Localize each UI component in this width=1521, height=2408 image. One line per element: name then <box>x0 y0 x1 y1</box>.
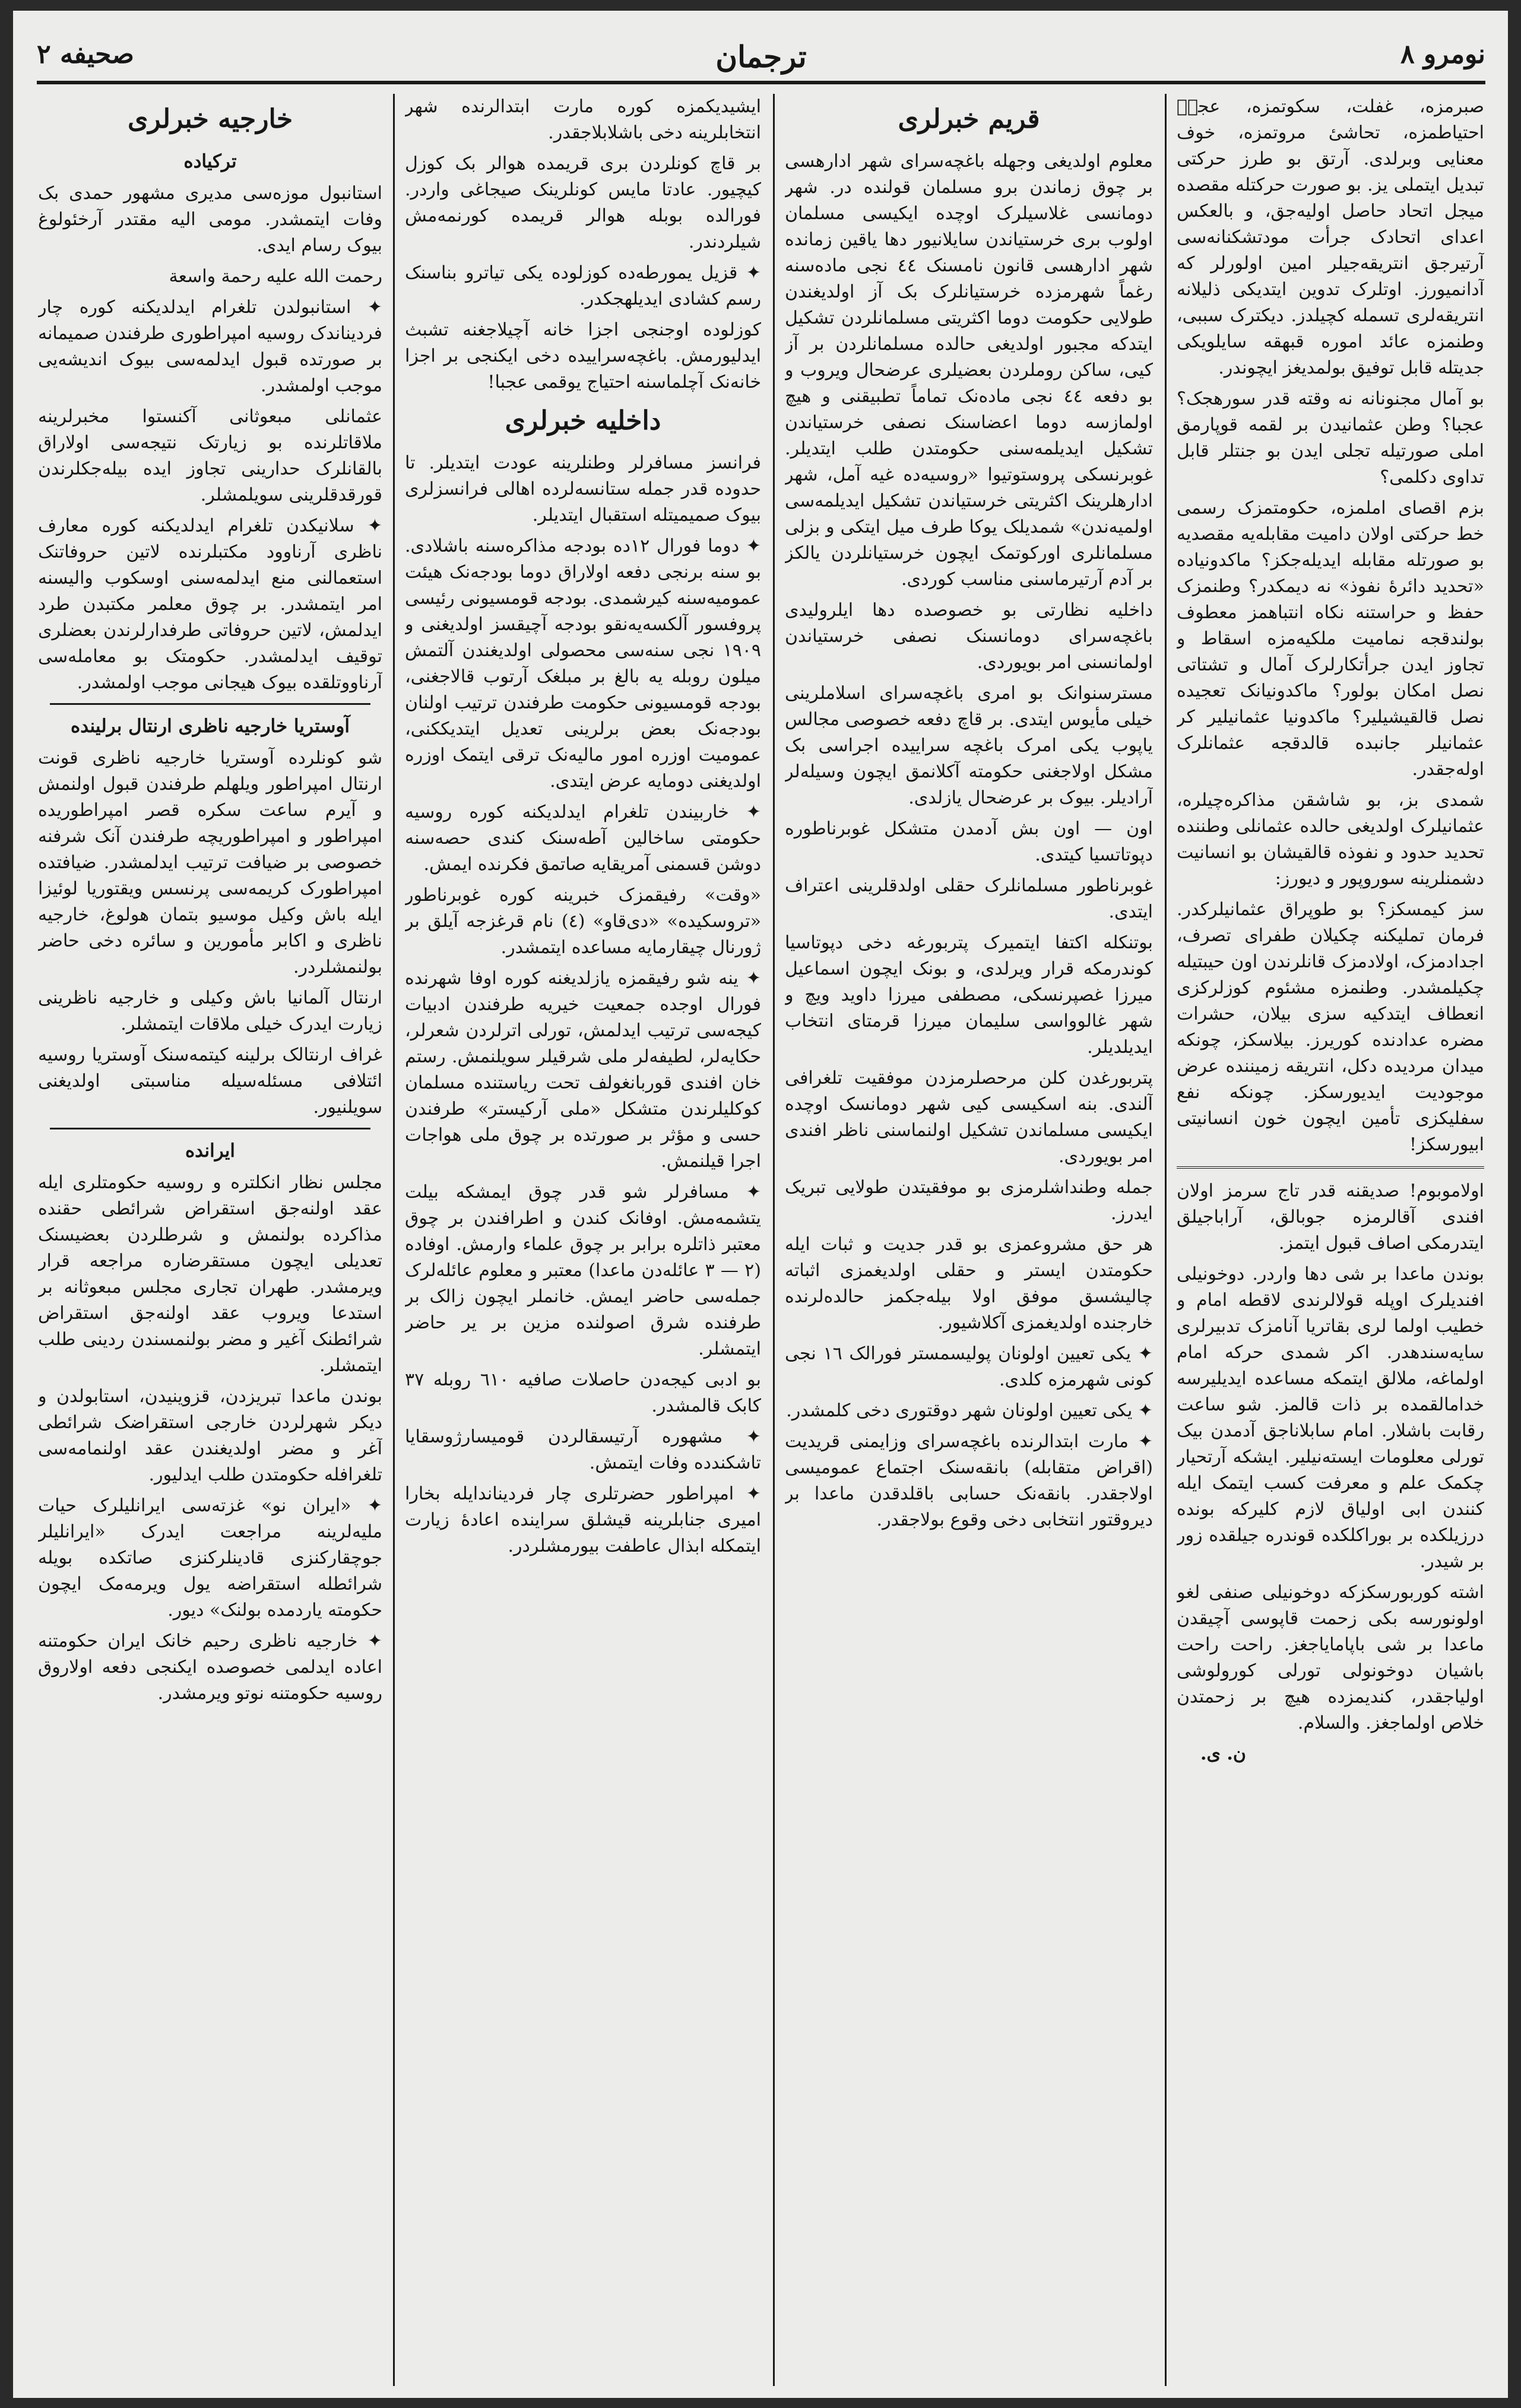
article-paragraph: شو کونلرده آوستریا خارجیه ناظری قونت ارنتال امپراطور ویلهلم طرفندن قبول اولنمش و آیرم ساعت سکره قصر امپراطوریده امپراطور و امپراطوریچه طرفندن آنک شرفنه خصوصی بر ضیافت ترتیب ایدلمشدر. ضیافتده امپراطورک کریمه‌سی پرنسس ویقتوریا لوئیزا ایله باش وکیل موسیو بتمان هولوغ، خارجیه ناظری و اکابر مأمورین و سائره دخی حاضر بولنمشلردر. <box>38 748 382 977</box>
article-paragraph: بوندن ماعدا تبریزدن، قزوینیدن، استابولدن و دیکر شهرلردن خارجی استقراضک شرائطی آغر و مضر اولدیغندن عقد اولنمامه‌سی تلغرافله حکومتدن طلب ایدلیور. <box>38 1386 382 1485</box>
section-rule <box>50 1128 370 1129</box>
section-heading: داخلیه خبرلری <box>505 406 661 436</box>
article-paragraph: اشته کوربورسکزکه دوخونیلی صنفی لغو اولونورسه بکی زحمت قاپوسی آچیقدن ماعدا بر شی باپامایاجغز. راحت راحت باشیان دوخونولی تورلی کورولوشی اولیاجقدر، کندیمزده هیچ بر زحمتدن خلاص اولماجغز. والسلام. <box>1177 1582 1484 1733</box>
article-paragraph: غراف ارنتالک برلینه کیتمه‌سنک آوستریا روسیه ائتلافی مسئله‌سیله مناسبتی اولدیغنی سویلنیور. <box>38 1045 382 1118</box>
article-paragraph: ✦ خاربیندن تلغرام ایدلدیکنه کوره روسیه حکومتی ساخالین آطه‌سنک کندی حصه‌سنه دوشن قسمنی آمریقایه صاتمق فکرنده ایمش. <box>405 802 761 875</box>
issue-number: نومرو ۸ <box>1400 39 1485 69</box>
article-paragraph: بو ادبی کیجه‌دن حاصلات صافیه ٦١٠ روبله ٣٧ کابک قالمشدر. <box>405 1369 761 1416</box>
article-paragraph: بوتنکله اکتفا ایتمیرک پتربورغه دخی دپوتاسیا کوندرمکه قرار ویرلدی، و بونک ایچون اسماعیل میرزا غصپرنسکی، مصطفی میرزا داوید ویچ و شهر غالوواسی سلیمان میرزا قرمتای انتخاب ایدیلدیلر. <box>785 932 1153 1058</box>
column-divider <box>773 94 775 2386</box>
paper-title: ترجمان <box>715 39 807 74</box>
article-paragraph: ✦ استانبولدن تلغرام ایدلدیکنه کوره چار فردیناندک روسیه امپراطوری طرفندن صمیمانه بر صورتده قبول ایدلمه‌سی بیوک اندیشه‌یی موجب اولمشدر. <box>38 297 382 396</box>
article-paragraph: شمدی بز، بو شاشقن مذاکره‌چیلره، عثمانیلرک اولدیغی حالده عثمانلی وطننده تحدید حدود و نفوذه قالقیشان بو انسانیت دشمنلرینه سوروپور و دیورز: <box>1177 790 1484 889</box>
section-heading: قریم خبرلری <box>898 104 1040 134</box>
article-paragraph: بزم اقصای املمزه، حکومتمزک رسمی خط حرکتی اولان دامیت مقابله‌یه مقصدیه بو صورتله مقابله ایدیله‌جکز؟ ماکدونیاده «تحدید دائرهٔ نفوذ» نه دیمکدر؟ وطنمزک حفظ و حراستنه نکاه انتباهمز معطوف بولندقجه نمامیت ملکیه‌مزه اسقاط و تجاوز ایدن جرأتکارلرک آمال و تشتاتی نصل امکان بولور؟ ماکدونیانک تعجیده نصل قالقیشیلیر؟ ماکدونیا عثمانیلیر کر عثمانیلر جانبده قالدقجه عثمانلرک اوله‌جقدر. <box>1177 498 1484 780</box>
column-2 <box>785 94 1153 2386</box>
article-paragraph: ✦ مشهوره آرتیسقالردن قومیسارژوسقایا تاشکندده وفات ایتمش. <box>405 1426 761 1473</box>
article-paragraph: مجلس نظار انکلتره و روسیه حکومتلری ایله عقد اولنه‌جق استقراض شرائطی حقنده مذاکرده بولنمش و شرطلردن بعضیسنک تعدیلی ایچون مستقرضاره مراجعه قرار ویرمشدر. طهران تجاری مجلس مبعوثانه بر استدعا ویروب عقد اولنه‌جق استقراض شرائطنک آغیر و مضر بولنمسندن ردینی طلب ایتمشلر. <box>38 1172 382 1376</box>
article-paragraph: صبرمزه، غفلت، سکوتمزه، عجزٖ احتیاطمزه، تحاشیٔ مروتمزه، خوف معنایی وبرلدی. آرتق بو طرز حرکتی تبدیل ایتملی یز. بو صورت حرکتله مقصده میجل اتحاد حاصل اولیه‌جق، و بالعکس اعدای اتحادک جرأت مودتشکنانه‌سی آرتیرجق انتریقه‌جیلر امین اولورلر که آدانمیورز. اوتلرک تدوین ایتدیکی ذلیلانه انتریقه‌لری تسمله کچیلدز. دیکترک سببی، وطنمزه عائد اموره قبهقه سایلویکی جدیتله قابل توفیق بولمدیغز ایچوندر. <box>1177 96 1484 378</box>
article-paragraph: ✦ امپراطور حضرتلری چار فردیناندایله بخارا امیری جنابلرینه قیشلق سراینده اعادهٔ زیارت ایتمکله ابذال عاطفت بیورمشلردر. <box>405 1483 761 1556</box>
article-paragraph: جمله وطنداشلرمزی بو موفقیتدن طولایی تبریک ایدرز. <box>785 1177 1153 1224</box>
article-paragraph: هر حق مشروعمزی بو قدر جدیت و ثبات ایله حکومتدن ایستر و حقلی اولدیغمزی اثباته چالیشسق موفق اولا بیله‌جکمز حالده‌لرنده خارجنده اولدیغمزی آکلاشیور. <box>785 1234 1153 1333</box>
article-paragraph: بو آمال مجنونانه نه وقته قدر سورهجک؟ عجبا؟ وطن عثمانیدن بر لقمه قوپارمق املی صورتیله تجلی ایدن بو جنتلر قابل تداوی دکلمی؟ <box>1177 388 1484 488</box>
article-paragraph: ایشیدیکمزه کوره مارت ابتدالرنده شهر انتخابلرینه دخی باشلابلاجقدر. <box>405 96 761 143</box>
article-paragraph: سز کیمسکز؟ بو طوپراق عثمانیلرکدر. فرمان تملیکنه چکیلان طفرای تصرف، اجدادمزک، اولادمزک قانلرندن اون حیبتیله چکیلمشدر. وطنمزه مشئوم کوزلرکزی انعطاف ایتدکیه سزی بیلان، حشرات مضره عدادنده کوریرز. بیلاسکز، چونکه میدان مردیده دکل، انتریقه زمیننده عرض موجودیت ایدیورسکز. چونکه نفع سفلیکزی تأمین ایچون خون انسانیتی ابیورسکز! <box>1177 899 1484 1155</box>
article-paragraph: ✦ ینه شو رفیقمزه یازلدیغنه کوره اوفا شهرنده فورال اوجده جمعیت خیریه طرفندن ادبیات کیجه‌سی ترتیب ایدلمش، تورلی اترلردن شعرلر، حکایه‌لر، لطیفه‌لر ملی شرقیلر سویلنمش. رستم خان افندی قوربانغولف تحت ریاستنده مسلمان کوکلیلرندن متشکل «ملی آرکیستر» طرفندن حسی و مؤثر بر صورتده بر چوق ملی هواجات اجرا قیلنمش. <box>405 968 761 1172</box>
article-paragraph: پتربورغدن کلن مرحصلرمزدن موفقیت تلغرافی آلندی. بنه اسکیسی کیی شهر دومانسک اوچده ایکیسی مسلماندن تشکیل اولنماسنی ناظر افندی امر بویوردی. <box>785 1068 1153 1167</box>
section-double-rule <box>1177 1166 1484 1169</box>
masthead-rule <box>37 81 1485 84</box>
article-paragraph: ✦ یکی تعیین اولونان شهر دوقتوری دخی کلمشدر. <box>786 1400 1153 1421</box>
article-paragraph: معلوم اولدیغی وجهله باغچه‌سرای شهر ادارهسی بر چوق زماندن برو مسلمان قولنده در. شهر دومانسی غلاسیلرک اوچده ایکیسی مسلمان اولوب بری خرستیاندن سایلانیور دها یاقین زمانده شهر ادارهسی قانون نامسنک ٤٤ نجی ماده‌سنه رغماً شهرمزده خرستیانلرک بک آز اولدیغندن طولایی حکومت دوما اکثریتی مسلمانلردن تشکیل ایتدکه مجبور اولدیغی حالده مسلمانلردن بر آز کیی، ساکن روملردن بعضیلری عرضحال ویروب و بو دفعه ٤٤ نجی ماده‌نک تماماً تطبیقنی و هیچ اولمازسه دوما اعضاسنک نصفی خرستیاندن تشکیل ایدیلمه‌سنی حکومتدن طلب ایتدیلر. غوبرنسکی پروستوتیوا «روسیه‌ده غیه‌ آمل، شهر ادارهلرینک اکثریتی خرستیاندن تشکیل ایدیلمه‌سی اولمیه‌ندن» شمدیلک یوکا طرف میل ایتکی و بزلی مسلمانلری اورکوتمک ایچون خرستیانلردن یالکز بر آدم آرتیرماسنی مناسب کوردی. <box>785 151 1153 590</box>
article-paragraph: استانبول موزه‌سی مدیری مشهور حمدی بک وفات ایتمشدر. مومی الیه مقتدر آرخئولوغ بیوک رسام ایدی. <box>38 183 382 256</box>
article-paragraph: ✦ سلانیکدن تلغرام ایدلدیکنه کوره معارف ناظری آرناوود مکتبلرنده لاتین حروفاتنک استعمالنی منع ایدلمه‌سنی اوسکوب والیسنه امر ایتمشدر. بر چوق معلمر مکتبدن طرد ایدلمش، لاتین حروفاتی طرفدارلرندن بعضلری توقیف ایدلمشدر. حکومتک بو معامله‌سی آرناووتلقده بیوک هیجانی موجب اولمشدر. <box>38 515 382 693</box>
subheading: ترکیاده <box>183 151 237 172</box>
article-paragraph: ✦ مارت ابتدالرنده باغچه‌سرای وزایمنی قریدیت (اقراض متقابله) بانقه‌سنک اجتماع عمومیسی اولاجقدر. بانقه‌نک حسابی باقلدقدن ماعدا بر دیروقتور انتخابی دخی وقوع بولاجقدر. <box>785 1431 1153 1530</box>
article-paragraph: مسترسنوانک بو امری باغچه‌سرای اسلاملرینی خیلی مأیوس ایتدی. بر قاچ دفعه خصوصی مجالس یاپوب یکی امرک باغچه سراییده اجراسی بک مشکل اولاجغنی حکومته آکلانمق ایچون وسیله‌لر آرادیلر. بیوک بر عرضحال یازلدی. <box>785 683 1153 808</box>
masthead <box>37 34 1485 81</box>
page-number: صحیفه ۲ <box>37 39 134 69</box>
author-signature: ن. ی. <box>1200 1743 1246 1764</box>
subheading: ایرانده <box>185 1140 236 1162</box>
article-paragraph: عثمانلی مبعوثانی آکنستوا مخبرلرینه ملاقاتلرنده بو زیارتک نتیجه‌سی اولاراق بالقانلرک حدارینی تجاوز ایده بیله‌جکلرندن قورقدقلرینی سویلمشلر. <box>38 406 382 505</box>
column-divider <box>393 94 395 2386</box>
section-rule <box>50 703 370 705</box>
article-paragraph: ✦ قزیل یمورطه‌ده کوزلوده یکی تیاترو بناسنک رسم کشادی ایدیلهجکدر. <box>405 262 761 309</box>
subheading: آوستریا خارجیه ناظری ارنتال برلینده <box>70 716 350 737</box>
article-paragraph: ✦ «ایران نو» غزته‌سی ایرانلیلرک حیات ملیه‌لرینه مراجعت ایدرک «ایرانلیلر جوچقارکنزی قادینلرکنزی صاتکده بویله شرائطله استقراضه یول ویرمه‌مک ایچون حکومته یاردمده بولنک» دیور. <box>38 1495 382 1621</box>
article-paragraph: ارنتال آلمانیا باش وکیلی و خارجیه ناظرینی زیارت ایدرک خیلی ملاقات ایتمشلر. <box>38 988 382 1034</box>
section-heading: خارجیه خبرلری <box>127 104 293 134</box>
article-paragraph: ✦ خارجیه ناظری رحیم خانک ایران حکومتنه اعاده ایدلمی خصوصده ایکنجی دفعه اولاروق روسیه حکومتنه نوتو ویرمشدر. <box>38 1631 382 1704</box>
article-paragraph: فرانسز مسافرلر وطنلرینه عودت ایتدیلر. تا حدوده قدر جمله ستانسه‌لرده اهالی فرانسزلری بیوک صمیمیتله استقبال ایتدیلر. <box>405 453 761 526</box>
article-paragraph: اولاموبوم! صدیقنه قدر تاج سرمز اولان افندی آقالرمزه جوبالق، آراباجیلق ایتدرمکی اصاف قبول ایتمز. <box>1177 1181 1484 1254</box>
article-paragraph: رحمت الله علیه رحمة واسعة <box>169 266 382 287</box>
column-4 <box>38 94 382 2386</box>
newspaper-page <box>13 11 1508 2398</box>
column-1 <box>1177 94 1484 2386</box>
article-paragraph: کوزلوده اوجنجی اجزا خانه آچیلاجغنه تشبث ایدلیورمش. باغچه‌سراییده دخی ایکنجی بر اجزا خانه‌نک آچلماسنه احتیاج یوقمی عجبا! <box>405 319 761 393</box>
article-paragraph: بر قاچ کونلردن بری قریمده هوالر بک کوزل کیچیور. عادتا مایس کونلرینک صیجاغی واردر. فورالده بوبله هوالر قریمده کورنمه‌مش شیلردندر. <box>405 153 761 252</box>
article-paragraph: داخلیه نظارتی بو خصوصده دها ایلرولیدی باغچه‌سرای دومانسنک نصفی خرستیاندن اولمانسنی امر بویوردی. <box>785 600 1153 673</box>
article-paragraph: ✦ مسافرلر شو قدر چوق ایمشکه بیلت یتشمه‌مش. اوفانک کندن و اطرافندن بر چوق معتبر ذاتلره برابر بر چوق علماء وارمش. اوفاده (٢ — ٣ عائله‌دن ماعدا) معتبر و معلوم عائله‌لرک جمله‌سی حاضر ایمش. خانملر ایچون زالک بر طرفنده شرق اصولنده مزین بر یر حاضر ایتمشلر. <box>405 1182 761 1359</box>
column-3 <box>405 94 761 2386</box>
article-paragraph: غوبرناطور مسلمانلرک حقلی اولدقلرینی اعتراف ایتدی. <box>785 875 1153 922</box>
article-paragraph: ✦ دوما فورال ١٢ده بودجه مذاکره‌سنه باشلادی. بو سنه برنجی دفعه اولاراق دوما بودجه‌نک هیئت عمومیه‌سنه کیرشمدی. بودجه قومسیونی رئیسی پروفسور آلکسه‌یه‌نقو بودجه آچیقسز اولدیغنی و ١٩٠٩ نجی سنه‌سی محصولی اولدیغندن آلتمش میلون روبله یه بالغ بر مبلغک آرتوب قالاجغنی، بودجه قومسیونی حکومت طرفندن ترتیب اولنان بودجه‌نک بعض برلرینی تعدیل ایتدیککنی، عمومیت اوزره امور مالیه‌نک ترقی ایتمک اوزره اولدیغنی دومایه عرض ایتدی. <box>405 536 761 792</box>
article-paragraph: اون — اون بش آدمدن متشکل غوبرناطوره دپوتاتسیا کیتدی. <box>785 818 1153 865</box>
column-divider <box>1165 94 1167 2386</box>
article-paragraph: بوندن ماعدا بر شی دها واردر. دوخونیلی افندیلرک اوپله قولالرندی لاقطه امام و خطیب اولما لری بقاتریا آنامزک تدبیرلری سایه‌سندهدر. اکر شمدی حرکه امام اولماغه، ملالق ایتمکه مساعده ایدیلیرسه خدامالقمده بر ذات قالمز. شو ساعت رقابت باشلار. امام سابلاناجق آدمدن بیک تورلی معلومات ایسته‌نیلیر. ایشکه آرتحیار چکمک علم و معرفت کسب ایتمک ایله کنندن ابی اولیاق لازم کلیرکه بونده درزیلکده بر بوراکلکده قوندره جیلقده زور بر شیدر. <box>1177 1264 1484 1572</box>
article-paragraph: «وقت» رفیقمزک خبرینه کوره غوبرناطور «تروسکیده» «دی‌قاو» (٤) نام قرغزجه آیلق بر ژورنال چیقارمایه مساعده ایتمشدر. <box>405 885 761 958</box>
article-paragraph: ✦ یکی تعیین اولونان پولیسمستر فورالک ١٦ نجی کونی شهرمزه کلدی. <box>785 1343 1153 1390</box>
